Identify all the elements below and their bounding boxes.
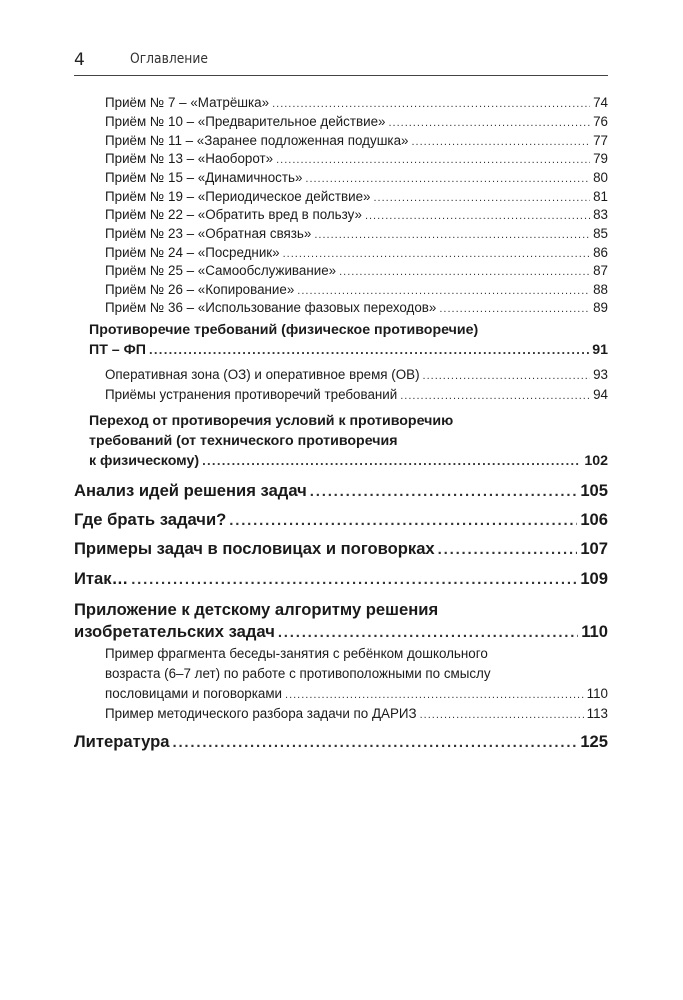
entry-page: 88 [593,282,608,297]
toc-entry-technique-36[interactable] [105,300,608,315]
entry-title: Приёмы устранения противоречий требований [105,387,398,402]
toc-chapter-appendix[interactable] [74,599,608,644]
dot-leader [297,285,590,297]
dot-leader [283,248,590,260]
toc-chapter-literature[interactable] [74,732,608,752]
chapter-page: 107 [580,539,608,558]
entry-title-line-1: Противоречие требований (физическое противоречие) [89,322,479,338]
entry-page: 79 [593,151,608,166]
chapter-title-line-1: Приложение к детскому алгоритму решения [74,600,439,619]
dot-leader [374,192,591,204]
toc-entry-technique-25[interactable] [105,263,608,278]
toc-entry-technique-7[interactable] [105,95,608,110]
entry-title: Приём № 19 – «Периодическое действие» [105,189,371,204]
entry-title-line-2: ПТ – ФП [89,342,146,358]
entry-page: 91 [592,342,608,358]
entry-title: Приём № 7 – «Матрёшка» [105,95,270,110]
dot-leader [276,154,590,166]
chapter-title: Где брать задачи? [74,510,227,529]
entry-page: 80 [593,170,608,185]
dot-leader [285,685,584,705]
dot-leader [131,571,577,588]
toc-entry-technique-15[interactable] [105,170,608,185]
entry-page: 113 [586,706,608,721]
toc-entry-example-dialogue[interactable] [105,644,608,705]
entry-title: Приём № 23 – «Обратная связь» [105,226,312,241]
dot-leader [423,370,591,382]
entry-title-line-3: пословицами и поговорками [105,686,283,701]
entry-page: 89 [593,300,608,315]
dot-leader [439,303,590,315]
entry-page: 74 [593,95,608,110]
toc-entry-technique-23[interactable] [105,226,608,241]
dot-leader [400,390,590,402]
dot-leader [172,734,577,751]
dot-leader [411,136,590,148]
running-title: Оглавление [130,51,208,67]
entry-page: 110 [586,686,608,701]
entry-title: Приём № 11 – «Заранее подложенная подушка» [105,133,409,148]
entry-page: 102 [584,453,608,469]
entry-title-line-2: возраста (6–7 лет) по работе с противоположными по смыслу [105,666,491,681]
entry-page: 85 [593,226,608,241]
entry-page: 83 [593,207,608,222]
dot-leader [438,541,578,558]
entry-title: Приём № 24 – «Посредник» [105,245,280,260]
toc-chapter-analysis[interactable] [74,481,608,501]
toc-entry-technique-24[interactable] [105,245,608,260]
toc-chapter-proverbs[interactable] [74,539,608,559]
dot-leader [278,622,578,644]
toc-chapter-where-tasks[interactable] [74,510,608,530]
entry-title: Приём № 10 – «Предварительное действие» [105,114,386,129]
entry-title: Пример методического разбора задачи по ДАРИЗ [105,706,417,721]
entry-page: 94 [593,387,608,402]
chapter-page: 125 [580,732,608,751]
chapter-title-line-2: изобретательских задач [74,622,275,641]
entry-title-line-3: к физическому) [89,453,200,469]
entry-title: Приём № 15 – «Динамичность» [105,170,303,185]
page-header [74,50,608,72]
entry-title: Оперативная зона (ОЗ) и оперативное время (ОВ) [105,367,420,382]
entry-title: Приём № 13 – «Наоборот» [105,151,274,166]
toc-entry-example-dariz[interactable] [105,706,608,721]
chapter-page: 109 [580,569,608,588]
toc-entry-operative-zone[interactable] [105,367,608,382]
toc-entry-technique-22[interactable] [105,207,608,222]
entry-page: 76 [593,114,608,129]
toc-entry-technique-13[interactable] [105,151,608,166]
chapter-title: Анализ идей решения задач [74,481,307,500]
dot-leader [365,210,590,222]
entry-title: Приём № 26 – «Копирование» [105,282,295,297]
entry-title-line-1: Переход от противоречия условий к противоречию [89,413,454,429]
dot-leader [272,98,590,110]
toc-entry-technique-10[interactable] [105,114,608,129]
dot-leader [305,173,590,185]
entry-title: Приём № 22 – «Обратить вред в пользу» [105,207,362,222]
entry-page: 87 [593,263,608,278]
page-number: 4 [74,50,85,70]
entry-page: 77 [593,133,608,148]
chapter-page: 106 [580,510,608,529]
header-rule [74,75,608,76]
dot-leader [149,342,589,357]
chapter-page: 110 [581,622,608,641]
dot-leader [339,266,590,278]
entry-page: 86 [593,245,608,260]
toc-entry-technique-26[interactable] [105,282,608,297]
entry-title: Приём № 25 – «Самообслуживание» [105,263,337,278]
entry-title-line-2: требований (от технического противоречия [89,433,398,449]
entry-page: 93 [593,367,608,382]
toc-entry-technique-19[interactable] [105,189,608,204]
dot-leader [314,229,590,241]
entry-title-line-1: Пример фрагмента беседы-занятия с ребёнком дошкольного [105,646,488,661]
dot-leader [310,483,578,500]
chapter-page: 105 [580,481,608,500]
dot-leader [202,451,581,471]
chapter-title: Примеры задач в пословицах и поговорках [74,539,435,558]
toc-entry-technique-11[interactable] [105,133,608,148]
toc-entry-elimination-techniques[interactable] [105,387,608,402]
chapter-title: Литература [74,732,170,751]
dot-leader [229,512,577,529]
dot-leader [420,709,584,721]
entry-page: 81 [593,189,608,204]
dot-leader [388,117,590,129]
toc-chapter-itak[interactable] [74,569,608,589]
toc-entry-transition[interactable] [89,411,608,471]
entry-title: Приём № 36 – «Использование фазовых переходов» [105,300,437,315]
chapter-title: Итак… [74,569,129,588]
toc-entry-physical-contradiction[interactable] [89,322,608,358]
